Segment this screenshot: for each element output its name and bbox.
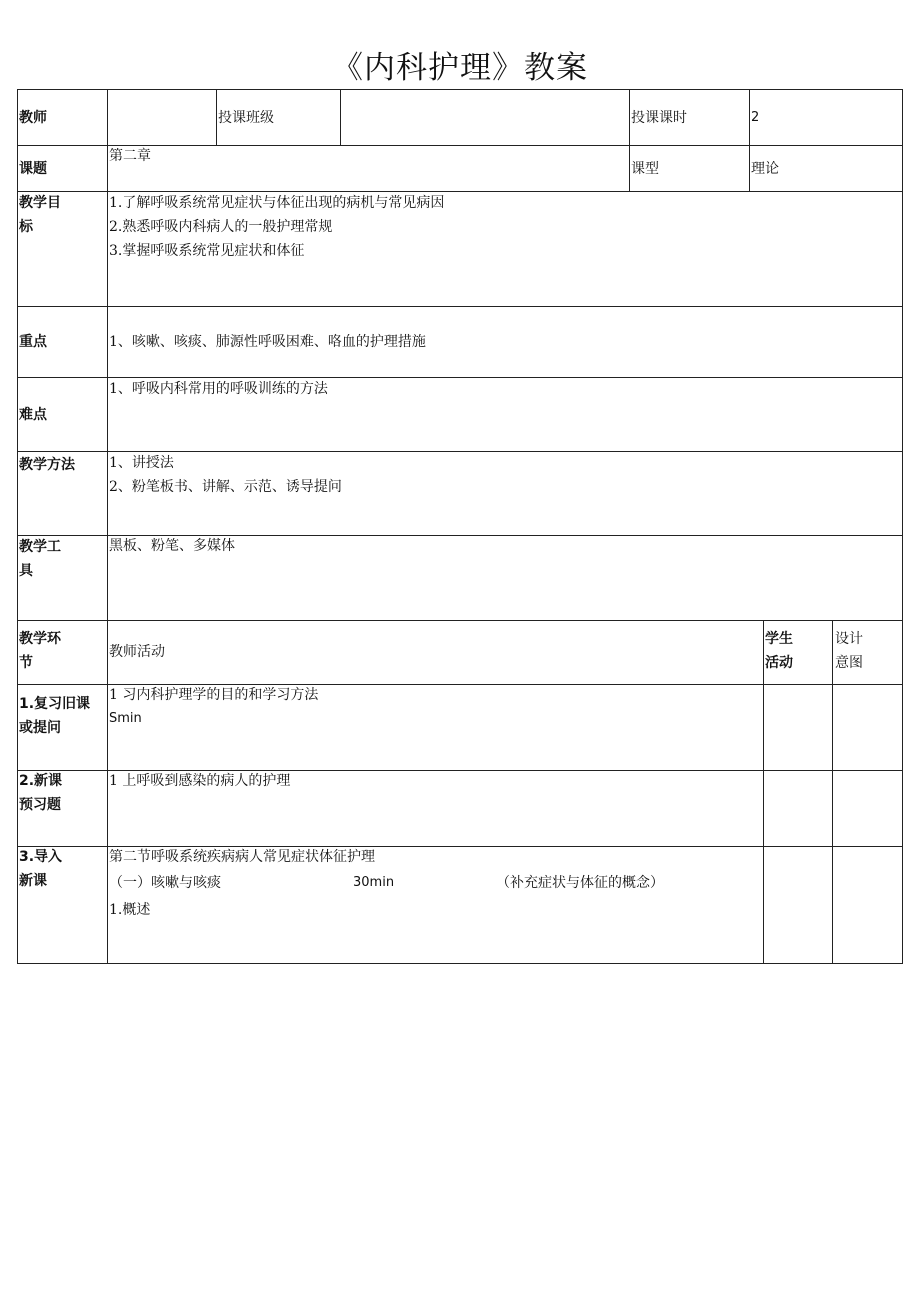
design-header-line: 设计 — [835, 631, 863, 647]
hours-label: 投课课时 — [631, 110, 687, 126]
type-label: 课型 — [631, 161, 659, 177]
row-divider — [18, 620, 902, 621]
lesson-plan-table — [17, 89, 903, 964]
key-points-label: 重点 — [19, 334, 47, 350]
stage-content-title: 第二节呼吸系统疾病病人常见症状体征护理 — [109, 849, 375, 865]
student-activity-header — [765, 627, 793, 675]
stage-duration: 30min — [353, 875, 395, 890]
hours-value: 2 — [751, 110, 760, 125]
row-divider — [18, 306, 902, 307]
tools-label-line: 教学工 — [19, 539, 61, 555]
student-header-line: 活动 — [765, 655, 793, 671]
stage-item: 1.概述 — [109, 902, 151, 918]
tools-label — [19, 535, 61, 583]
stage-label-line: 3.导入 — [19, 849, 63, 865]
stage-header-line: 教学环 — [19, 631, 61, 647]
stage-subheading: （一）咳嗽与咳痰 — [109, 875, 221, 891]
objectives-label-line: 教学目 — [19, 195, 61, 211]
stage-label-line: 预习题 — [19, 797, 61, 813]
difficulties-label: 难点 — [19, 407, 47, 423]
stage-label-line: 新课 — [19, 873, 47, 889]
teacher-activity-header: 教师活动 — [109, 644, 165, 660]
stage-label-line: 或提问 — [19, 720, 61, 736]
methods-label: 教学方法 — [19, 457, 75, 473]
tools-label-line: 具 — [19, 563, 33, 579]
method-item: 2、粉笔板书、讲解、示范、诱导提问 — [109, 479, 342, 495]
teacher-label: 教师 — [19, 110, 47, 126]
stage-label-line: 2.新课 — [19, 773, 63, 789]
stage-content-line: 1 习内科护理学的目的和学习方法 — [109, 687, 319, 703]
type-value: 理论 — [751, 161, 779, 177]
stage-note: （补充症状与体征的概念） — [496, 875, 664, 891]
objective-item: 1.了解呼吸系统常见症状与体征出现的病机与常见病因 — [109, 195, 445, 211]
stage-header-line: 节 — [19, 655, 33, 671]
stage-label — [19, 769, 62, 817]
objectives-label — [19, 191, 61, 239]
column-divider — [832, 620, 833, 963]
topic-label: 课题 — [19, 161, 47, 177]
objective-item: 2.熟悉呼吸内科病人的一般护理常规 — [109, 219, 333, 235]
objectives-label-line: 标 — [19, 219, 33, 235]
method-item: 1、讲授法 — [109, 455, 174, 471]
class-label: 投课班级 — [218, 110, 274, 126]
stage-content-line: 1 上呼吸到感染的病人的护理 — [109, 773, 291, 789]
stage-content — [109, 683, 318, 731]
student-header-line: 学生 — [765, 631, 793, 647]
stage-label — [19, 692, 90, 740]
stage-header — [19, 627, 61, 675]
design-intent-header — [835, 627, 863, 675]
methods-list — [109, 451, 342, 499]
difficulty-item: 1、呼吸内科常用的呼吸训练的方法 — [109, 381, 328, 397]
column-divider — [763, 620, 764, 963]
stage-label-line: 1.复习旧课 — [19, 696, 91, 712]
column-divider — [629, 90, 630, 191]
column-divider — [216, 90, 217, 145]
key-point-item: 1、咳嗽、咳痰、肺源性呼吸困难、咯血的护理措施 — [109, 334, 426, 350]
objective-item: 3.掌握呼吸系统常见症状和体征 — [109, 243, 305, 259]
column-divider — [749, 90, 750, 191]
objectives-list — [109, 191, 444, 263]
page-title: 《内科护理》教案 — [332, 50, 588, 86]
topic-value: 第二章 — [109, 148, 151, 164]
tool-item: 黑板、粉笔、多媒体 — [109, 538, 235, 554]
design-header-line: 意图 — [835, 655, 863, 671]
stage-content-line: Smin — [109, 711, 142, 726]
column-divider — [107, 90, 108, 963]
stage-label — [19, 845, 62, 893]
column-divider — [340, 90, 341, 145]
